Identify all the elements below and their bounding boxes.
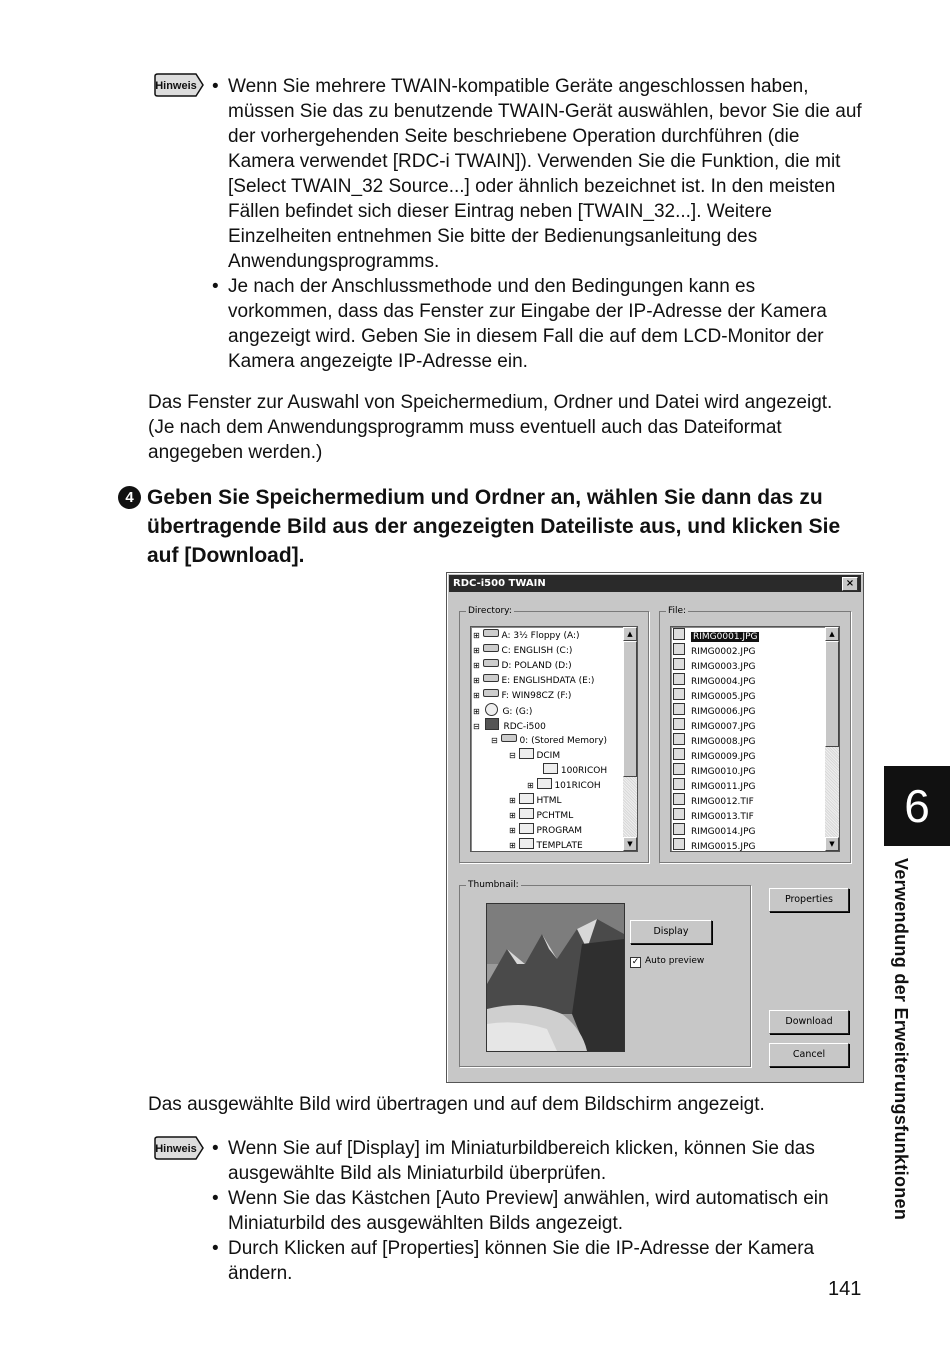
drive-icon	[483, 629, 499, 637]
file-item[interactable]: RIMG0007.JPG	[673, 718, 755, 733]
file-item-selected[interactable]: RIMG0001.JPG	[673, 628, 821, 643]
image-file-icon	[673, 628, 685, 640]
image-file-icon	[673, 703, 685, 715]
scroll-up-icon[interactable]: ▲	[825, 627, 839, 641]
tree-item[interactable]: ⊞ 101RICOH	[527, 778, 601, 793]
tree-item[interactable]: ⊞ PCHTML	[509, 808, 573, 823]
thumbnail-group	[459, 880, 751, 1067]
drive-icon	[483, 689, 499, 697]
page-number: 141	[828, 1278, 862, 1300]
image-file-icon	[673, 688, 685, 700]
image-file-icon	[673, 658, 685, 670]
file-item[interactable]: RIMG0015.JPG	[673, 838, 755, 852]
file-label: File:	[668, 606, 687, 616]
hint-badge-label: Hinweis	[155, 1143, 197, 1155]
tree-item[interactable]: ⊟ DCIM	[509, 748, 560, 763]
file-item[interactable]: RIMG0013.TIF	[673, 808, 754, 823]
thumbnail-image	[486, 903, 625, 1052]
auto-preview-checkbox[interactable]: ✓	[631, 957, 640, 967]
drive-icon	[501, 734, 517, 742]
step-text: Geben Sie Speichermedium und Ordner an, wählen Sie dann das zu übertragende Bild aus der angezeigten Dateiliste aus, und klicken Sie auf [Download].	[147, 486, 841, 567]
tree-item[interactable]: ⊞ D: POLAND (D:)	[473, 661, 572, 671]
file-item[interactable]: RIMG0004.JPG	[673, 673, 755, 688]
tree-item[interactable]: ⊞ HTML	[509, 793, 562, 808]
image-file-icon	[673, 763, 685, 775]
hint-badge	[152, 72, 204, 98]
scroll-thumb[interactable]	[825, 641, 839, 747]
hint-list-2	[212, 1136, 864, 1286]
hint-list-1	[212, 74, 864, 374]
paragraph-window-info: Das Fenster zur Auswahl von Speichermedium, Ordner und Datei wird angezeigt. (Je nach dem Anwendungsprogramm muss eventuell auch das Dateiformat angegeben werden.)	[148, 392, 833, 463]
drive-icon	[483, 674, 499, 682]
directory-tree[interactable]	[470, 626, 638, 852]
directory-label: Directory:	[468, 606, 512, 616]
file-item[interactable]: RIMG0005.JPG	[673, 688, 755, 703]
download-button[interactable]: Download	[769, 1010, 849, 1034]
image-file-icon	[673, 778, 685, 790]
hint-item: • Wenn Sie auf [Display] im Miniaturbildbereich klicken, können Sie das ausgewählte Bild als Miniaturbild überprüfen.	[212, 1136, 864, 1186]
step-4	[118, 483, 858, 567]
file-item[interactable]: RIMG0010.JPG	[673, 763, 755, 778]
hint-badge-label: Hinweis	[155, 80, 197, 92]
image-file-icon	[673, 748, 685, 760]
tree-item[interactable]: 100RICOH	[543, 763, 607, 778]
drive-icon	[483, 644, 499, 652]
folder-icon	[519, 748, 534, 759]
tree-item[interactable]: ⊞ A: 3½ Floppy (A:)	[473, 631, 580, 641]
tree-item[interactable]: ⊞ PROGRAM	[509, 823, 582, 838]
scroll-up-icon[interactable]: ▲	[623, 627, 637, 641]
tree-item[interactable]: ⊞ F: WIN98CZ (F:)	[473, 691, 572, 701]
folder-icon	[519, 838, 534, 849]
close-button[interactable]: ×	[842, 577, 858, 591]
directory-group	[459, 606, 649, 863]
thumbnail-label: Thumbnail:	[468, 880, 519, 890]
chapter-title: Verwendung der Erweiterungsfunktionen	[891, 858, 911, 1221]
step-number: 4	[118, 486, 141, 509]
auto-preview-label: Auto preview	[645, 956, 705, 966]
folder-open-icon	[543, 763, 558, 774]
image-file-icon	[673, 823, 685, 835]
file-item[interactable]: RIMG0011.JPG	[673, 778, 755, 793]
tree-item[interactable]: ⊞ E: ENGLISHDATA (E:)	[473, 676, 595, 686]
file-item[interactable]: RIMG0009.JPG	[673, 748, 755, 763]
file-item[interactable]: RIMG0014.JPG	[673, 823, 755, 838]
folder-icon	[519, 808, 534, 819]
dialog-title: RDC-i500 TWAIN	[453, 578, 546, 589]
scroll-down-icon[interactable]: ▼	[623, 837, 637, 851]
hint-item: • Wenn Sie mehrere TWAIN-kompatible Geräte angeschlossen haben, müssen Sie das zu benutzende TWAIN-Gerät auswählen, bevor Sie die auf der vorhergehenden Seite beschriebene Operation durchführen (die Kamera verwendet [RDC-i TWAIN]). Verwenden Sie die Funktion, die mit [Select TWAIN_32 Source...] oder ähnlich bezeichnet ist. In den meisten Fällen befindet sich dieser Eintrag neben [TWAIN_32...]. Weitere Einzelheiten entnehmen Sie bitte der Bedienungsanleitung des Anwendungsprogramms.	[212, 74, 864, 274]
cd-icon	[485, 703, 498, 716]
hint-item: • Wenn Sie das Kästchen [Auto Preview] anwählen, wird automatisch ein Miniaturbild des ausgewählten Bilds angezeigt.	[212, 1186, 864, 1236]
auto-preview-option[interactable]	[630, 954, 704, 969]
properties-button[interactable]: Properties	[769, 888, 849, 912]
image-file-icon	[673, 793, 685, 805]
image-file-icon	[673, 808, 685, 820]
image-file-icon	[673, 733, 685, 745]
file-group	[659, 606, 851, 863]
tree-item[interactable]: ⊟ RDC-i500	[473, 718, 546, 733]
scroll-thumb[interactable]	[623, 641, 637, 777]
folder-icon	[537, 778, 552, 789]
file-item[interactable]: RIMG0002.JPG	[673, 643, 755, 658]
hint-badge	[152, 1135, 204, 1161]
file-item[interactable]: RIMG0012.TIF	[673, 793, 754, 808]
drive-icon	[483, 659, 499, 667]
file-list[interactable]	[670, 626, 840, 852]
display-button[interactable]: Display	[630, 920, 712, 944]
chapter-tab: 6	[884, 766, 950, 846]
folder-icon	[519, 823, 534, 834]
directory-scrollbar[interactable]	[623, 627, 637, 851]
hint-item: • Durch Klicken auf [Properties] können Sie die IP-Adresse der Kamera ändern.	[212, 1236, 864, 1286]
dialog-titlebar	[449, 575, 861, 592]
tree-item[interactable]: ⊞ TEMPLATE	[509, 838, 583, 852]
mountain-photo	[487, 904, 624, 1051]
image-file-icon	[673, 673, 685, 685]
file-item[interactable]: RIMG0003.JPG	[673, 658, 755, 673]
tree-item[interactable]: ⊞ C: ENGLISH (C:)	[473, 646, 573, 656]
file-item[interactable]: RIMG0006.JPG	[673, 703, 755, 718]
scroll-down-icon[interactable]: ▼	[825, 837, 839, 851]
twain-dialog	[446, 572, 864, 1083]
image-file-icon	[673, 643, 685, 655]
paragraph-transfer-info: Das ausgewählte Bild wird übertragen und auf dem Bildschirm angezeigt.	[148, 1094, 765, 1115]
tree-item[interactable]: ⊟ 0: (Stored Memory)	[491, 736, 608, 746]
file-scrollbar[interactable]	[825, 627, 839, 851]
folder-icon	[519, 793, 534, 804]
cancel-button[interactable]: Cancel	[769, 1043, 849, 1067]
image-file-icon	[673, 718, 685, 730]
hint-item: • Je nach der Anschlussmethode und den Bedingungen kann es vorkommen, dass das Fenster zur Eingabe der IP-Adresse der Kamera angezeigt wird. Geben Sie in diesem Fall die auf dem LCD-Monitor der Kamera angezeigte IP-Adresse ein.	[212, 274, 864, 374]
camera-icon	[485, 718, 499, 730]
file-item[interactable]: RIMG0008.JPG	[673, 733, 755, 748]
image-file-icon	[673, 838, 685, 850]
tree-item[interactable]: ⊞ G: (G:)	[473, 703, 532, 718]
